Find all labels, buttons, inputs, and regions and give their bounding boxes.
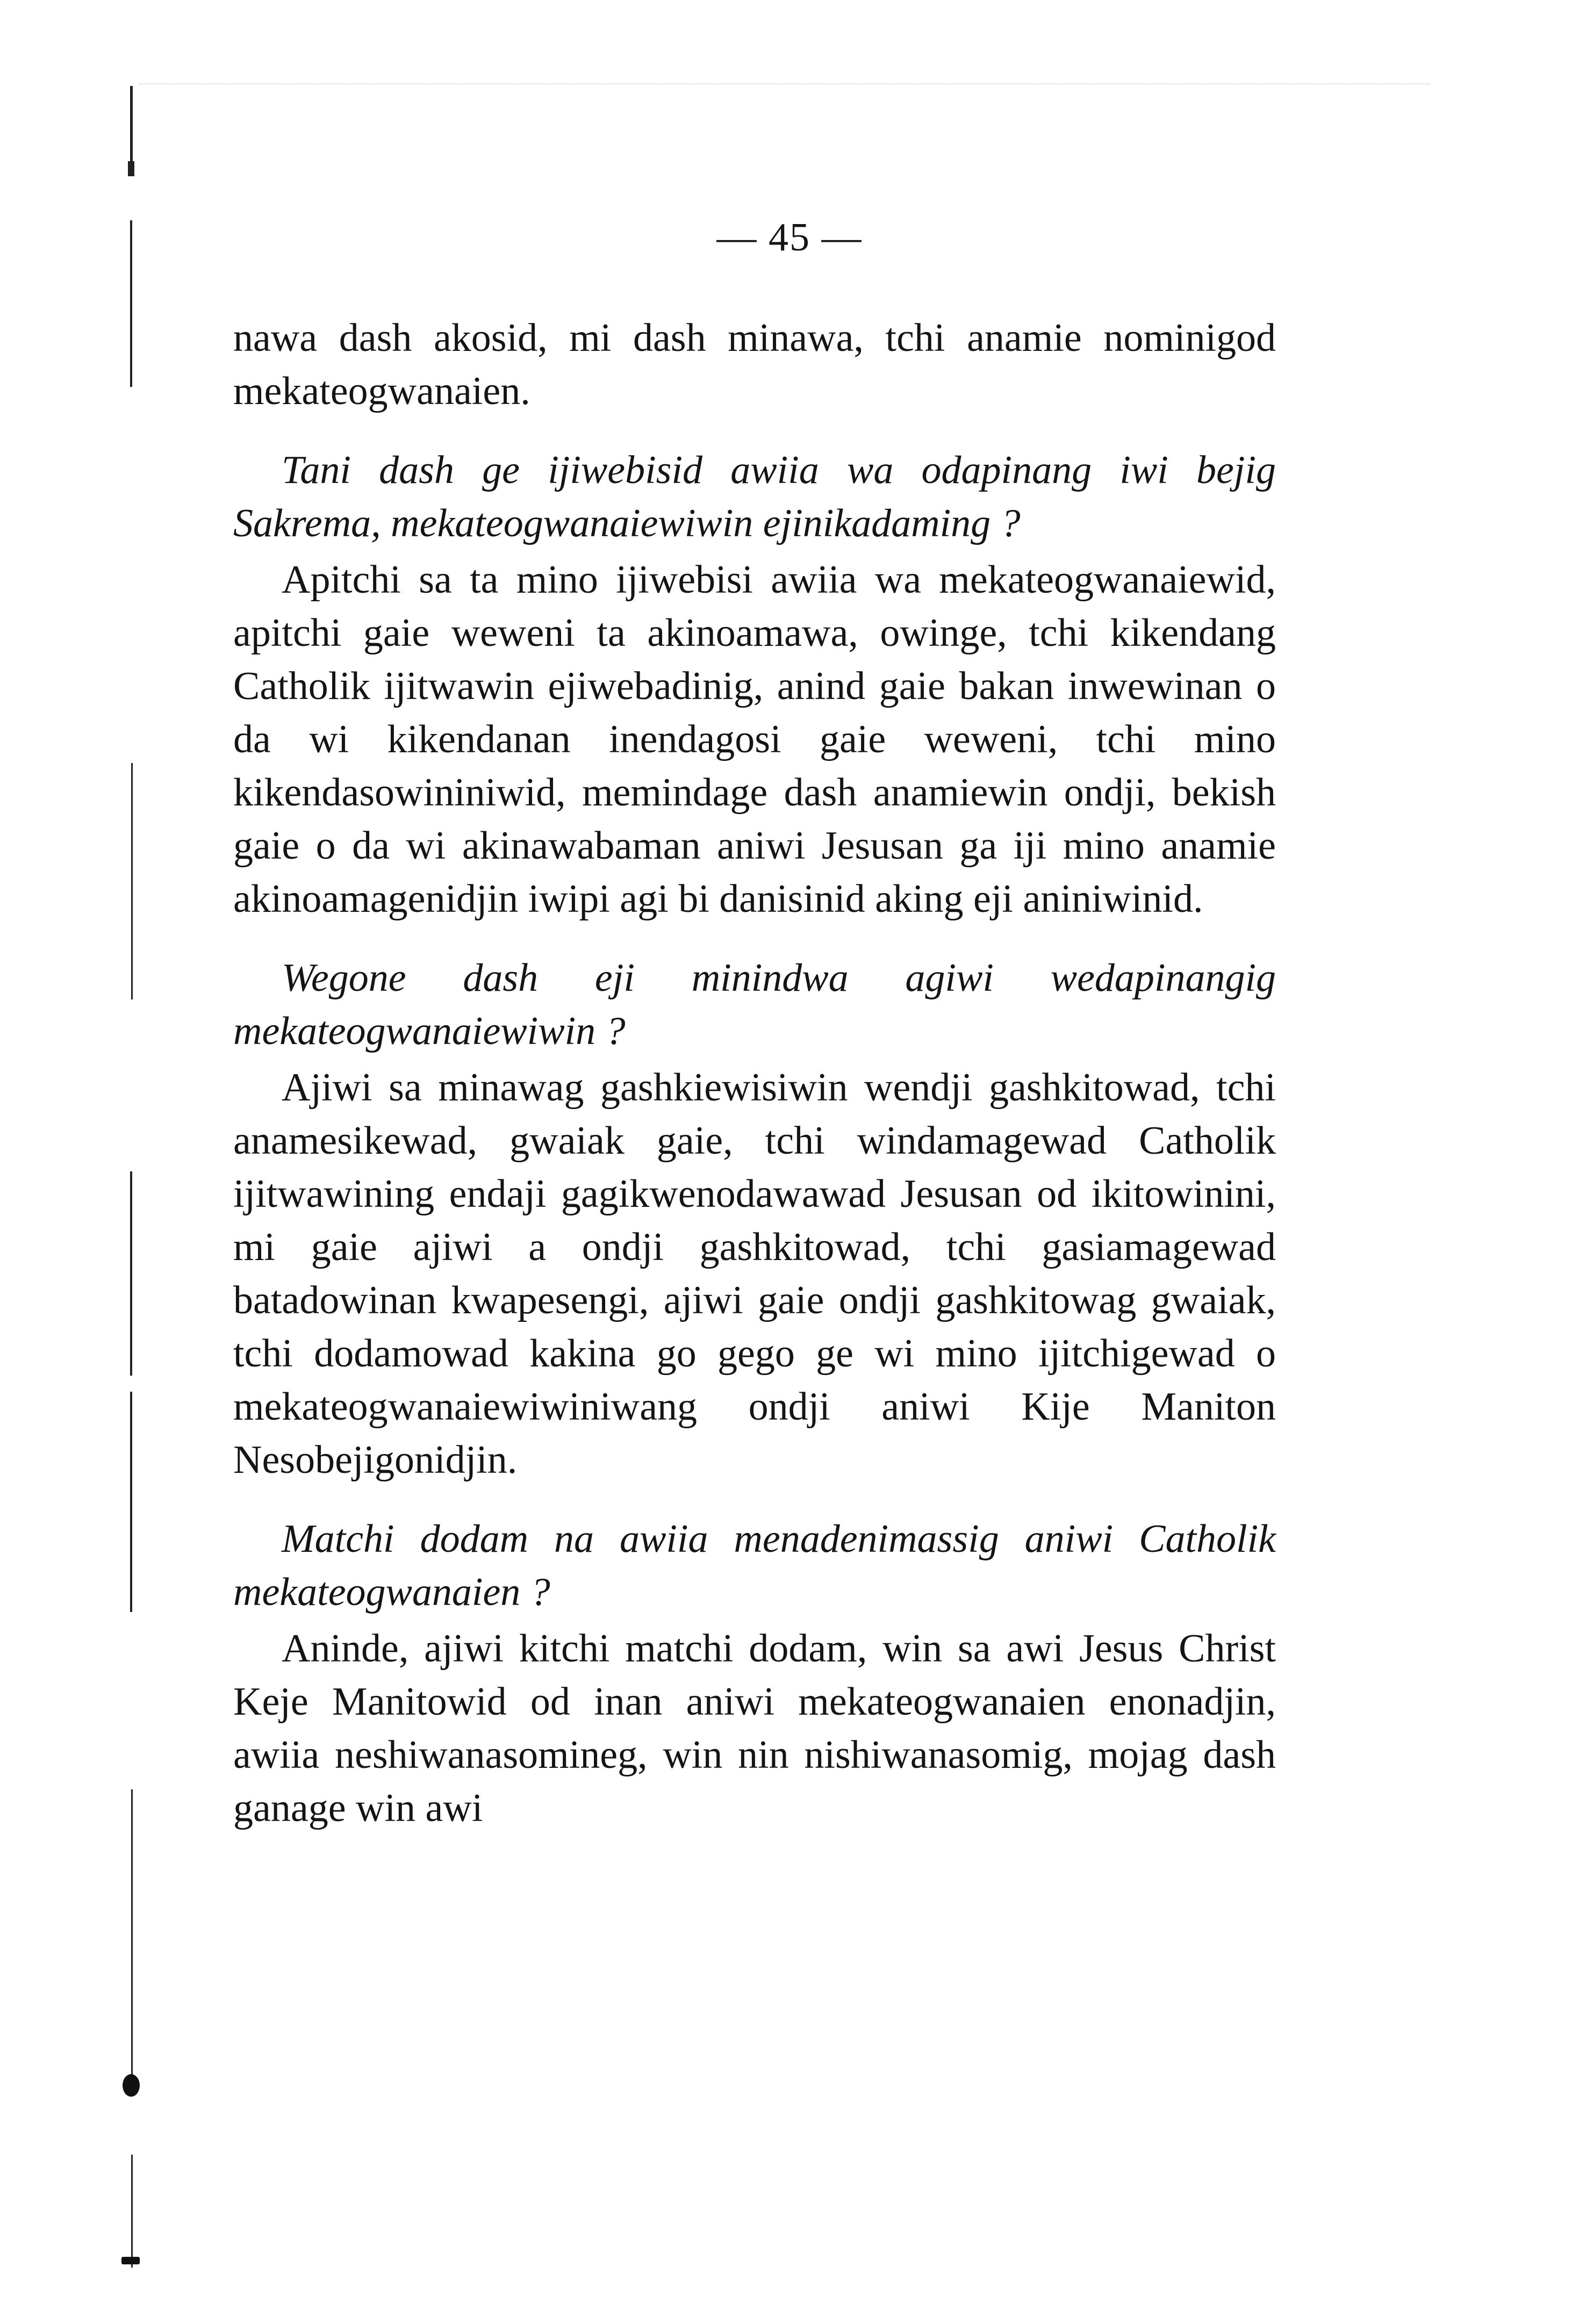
paragraph-continuation: nawa dash akosid, mi dash minawa, tchi anamie nominigod mekateogwanaien.	[233, 316, 1276, 413]
body-text	[233, 312, 1276, 1835]
binding-edge	[107, 0, 140, 2324]
page-top-edge	[140, 83, 1430, 85]
paragraph-question: Wegone dash eji minindwa agiwi wedapinangig mekateogwanaiewiwin ?	[233, 956, 1276, 1053]
paragraph-answer: Apitchi sa ta mino ijiwebisi awiia wa mekateogwanaiewid, apitchi gaie weweni ta akinoamawa, owinge, tchi kikendang Catholik ijitwawin ejiwebadinig, anind gaie bakan inwewinan o da wi kikendanan inendagosi gaie weweni, tchi mino kikendasowininiwid, memindage dash anamiewin ondji, bekish gaie o da wi akinawabaman aniwi Jesusan ga iji mino anamie akinoamagenidjin iwipi agi bi danisinid aking eji aniniwinid.	[233, 558, 1276, 921]
page-number: — 45 —	[716, 215, 863, 260]
paragraph-question: Tani dash ge ijiwebisid awiia wa odapinang iwi bejig Sakrema, mekateogwanaiewiwin ejinikadaming ?	[233, 448, 1276, 545]
paragraph-answer: Ajiwi sa minawag gashkiewisiwin wendji gashkitowad, tchi anamesikewad, gwaiak gaie, tchi windamagewad Catholik ijitwawining endaji gagikwenodawawad Jesusan od ikitowinini, mi gaie ajiwi a ondji gashkitowad, tchi gasiamagewad batadowinan kwapesengi, ajiwi gaie ondji gashkitowag gwaiak, tchi dodamowad kakina go gego ge wi mino ijitchigewad o mekateogwanaiewiwiniwang ondji aniwi Kije Maniton Nesobejigonidjin.	[233, 1066, 1276, 1482]
paragraph-question: Matchi dodam na awiia menadenimassig aniwi Catholik mekateogwanaien ?	[233, 1517, 1276, 1614]
paragraph-answer: Aninde, ajiwi kitchi matchi dodam, win sa awi Jesus Christ Keje Manitowid od inan aniwi mekateogwanaien enonadjin, awiia neshiwanasomineg, win nin nishiwanasomig, mojag dash ganage win awi	[233, 1627, 1276, 1830]
